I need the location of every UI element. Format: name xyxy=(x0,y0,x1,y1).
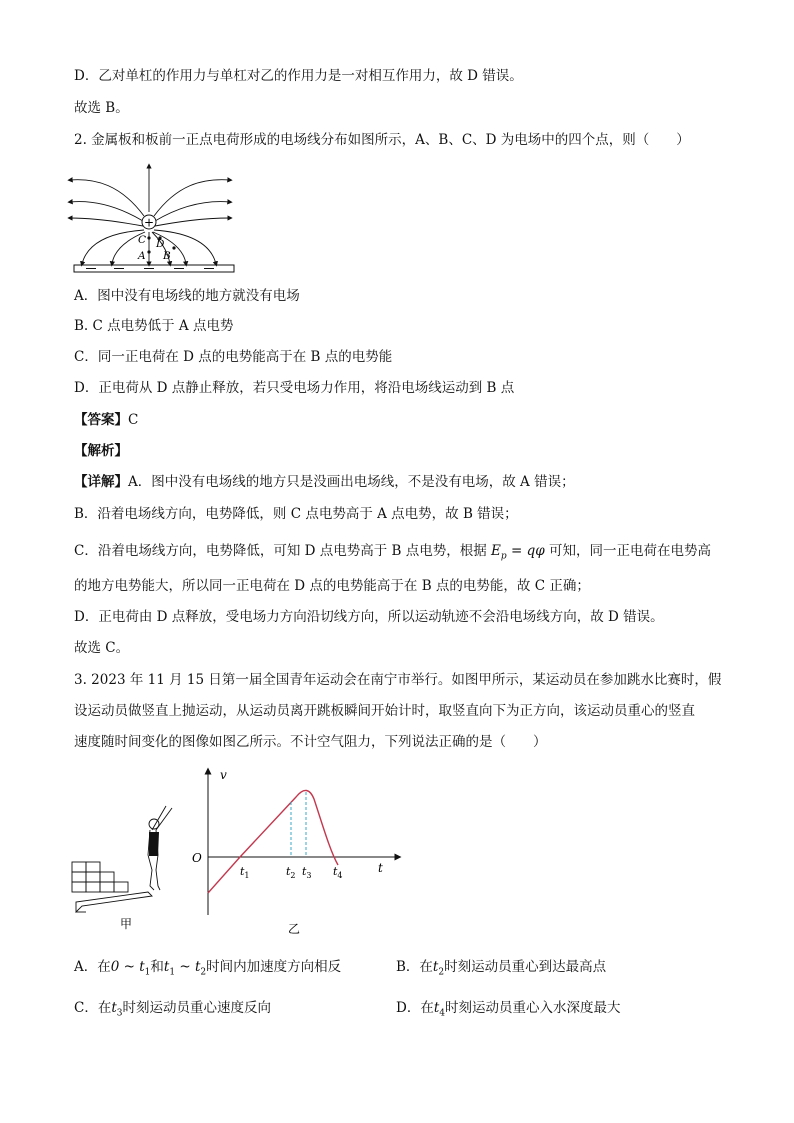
q2-analysis-tag xyxy=(74,441,128,461)
opt-a-t2s: 2 xyxy=(200,967,207,978)
point-a-label: A xyxy=(138,250,146,262)
q2-option-a: A．图中没有电场线的地方就没有电场 xyxy=(74,288,300,304)
analysis-tag: 【解析】 xyxy=(74,443,128,459)
opt-a-mid: 和 xyxy=(150,959,164,975)
answer-tag: 【答案】 xyxy=(74,412,128,428)
prev-choose: 故选 B。 xyxy=(74,100,129,116)
opt-a-s1: 1 xyxy=(144,967,151,978)
q2-option-c: C．同一正电荷在 D 点的电势能高于在 B 点的电势能 xyxy=(74,349,393,365)
point-c-label: C xyxy=(138,234,147,246)
q3-figure-jia xyxy=(68,800,178,930)
opt-a-post: 时间内加速度方向相反 xyxy=(206,959,342,975)
q2-option-d: D．正电荷从 D 点静止释放，若只受电场力作用，将沿电场线运动到 B 点 xyxy=(74,380,515,396)
q2-detail-d: D．正电荷由 D 点释放，受电场力方向沿切线方向，所以运动轨迹不会沿电场线方向，故 D 错误。 xyxy=(74,609,664,625)
axis-t-label: t xyxy=(378,861,383,875)
opt-d-pre: D．在 xyxy=(396,1000,434,1016)
q2-option-b: B. C 点电势低于 A 点电势 xyxy=(74,318,234,334)
point-d-label: D xyxy=(156,238,165,250)
opt-d-t: t xyxy=(433,1000,440,1016)
tick-t3: $t_3$ xyxy=(302,865,312,880)
q3-option-b xyxy=(396,957,606,983)
q3-stem-3: 速度随时间变化的图像如图乙所示。不计空气阻力，下列说法正确的是（ ） xyxy=(74,734,547,750)
opt-a-t1s: 1 xyxy=(169,967,176,978)
opt-a-t1: t xyxy=(163,959,170,975)
detail-c1-post: 可知，同一正电荷在电势高 xyxy=(548,543,711,559)
q3-option-a xyxy=(74,957,341,983)
opt-c-pre: C．在 xyxy=(74,1000,112,1016)
q3-option-d xyxy=(396,998,621,1024)
opt-d-s: 4 xyxy=(439,1008,445,1019)
q3-option-c xyxy=(74,998,271,1024)
opt-b-s: 2 xyxy=(438,967,445,978)
opt-c-s: 3 xyxy=(116,1008,123,1019)
opt-c-t: t xyxy=(111,1000,117,1016)
tick-t4: $t_4$ xyxy=(333,865,343,880)
q2-detail-c1 xyxy=(74,541,711,567)
opt-a-til: ~ t xyxy=(175,959,201,975)
opt-c-post: 时刻运动员重心速度反向 xyxy=(122,1000,272,1016)
opt-a-range1: 0 ~ t xyxy=(110,959,145,975)
answer-value: C xyxy=(128,412,139,428)
q2-choose: 故选 C。 xyxy=(74,640,130,656)
q2-detail-b: B．沿着电场线方向，电势降低，则 C 点电势高于 A 点电势，故 B 错误； xyxy=(74,506,518,522)
fig-jia-label: 甲 xyxy=(120,917,133,930)
q2-stem: 2. 金属板和板前一正点电荷形成的电场线分布如图所示，A、B、C、D 为电场中的四个点，则（ ） xyxy=(74,132,690,148)
prev-option-d: D．乙对单杠的作用力与单杠对乙的作用力是一对相互作用力，故 D 错误。 xyxy=(74,68,523,84)
q2-answer xyxy=(74,410,138,430)
q3-stem-1: 3. 2023 年 11 月 15 日第一届全国青年运动会在南宁市举行。如图甲所示，某运动员在参加跳水比赛时，假 xyxy=(74,672,722,688)
opt-b-pre: B．在 xyxy=(396,959,433,975)
opt-a-pre: A．在 xyxy=(74,959,111,975)
q2-field-figure xyxy=(66,160,246,280)
detail-a-text: A．图中没有电场线的地方只是没画出电场线，不是没有电场，故 A 错误； xyxy=(128,474,575,490)
q3-figure-yi xyxy=(188,765,408,940)
detail-tag: 【详解】 xyxy=(74,474,128,490)
origin-label: O xyxy=(192,851,202,865)
axis-v-label: v xyxy=(220,768,227,782)
q2-detail-a xyxy=(74,472,575,492)
formula-rest: = qφ xyxy=(506,543,545,559)
formula-e: E xyxy=(491,543,501,559)
detail-c1-pre: C．沿着电场线方向，电势降低，可知 D 点电势高于 B 点电势，根据 xyxy=(74,543,487,559)
formula-sub: p xyxy=(500,551,507,562)
fig-yi-label: 乙 xyxy=(288,922,301,936)
opt-d-post: 时刻运动员重心入水深度最大 xyxy=(445,1000,621,1016)
opt-b-t: t xyxy=(432,959,439,975)
q2-detail-c2: 的地方电势能大，所以同一正电荷在 D 点的电势能高于在 B 点的电势能，故 C 正确； xyxy=(74,578,590,594)
opt-b-post: 时刻运动员重心到达最高点 xyxy=(444,959,607,975)
point-b-label: B xyxy=(163,250,171,262)
vt-curve xyxy=(208,790,338,893)
tick-t2: $t_2$ xyxy=(286,865,296,880)
charge-sign: + xyxy=(143,215,155,230)
tick-t1: $t_1$ xyxy=(240,865,250,880)
q3-stem-2: 设运动员做竖直上抛运动，从运动员离开跳板瞬间开始计时，取竖直向下为正方向，该运动员重心的竖直 xyxy=(74,703,695,719)
formula xyxy=(491,543,545,562)
